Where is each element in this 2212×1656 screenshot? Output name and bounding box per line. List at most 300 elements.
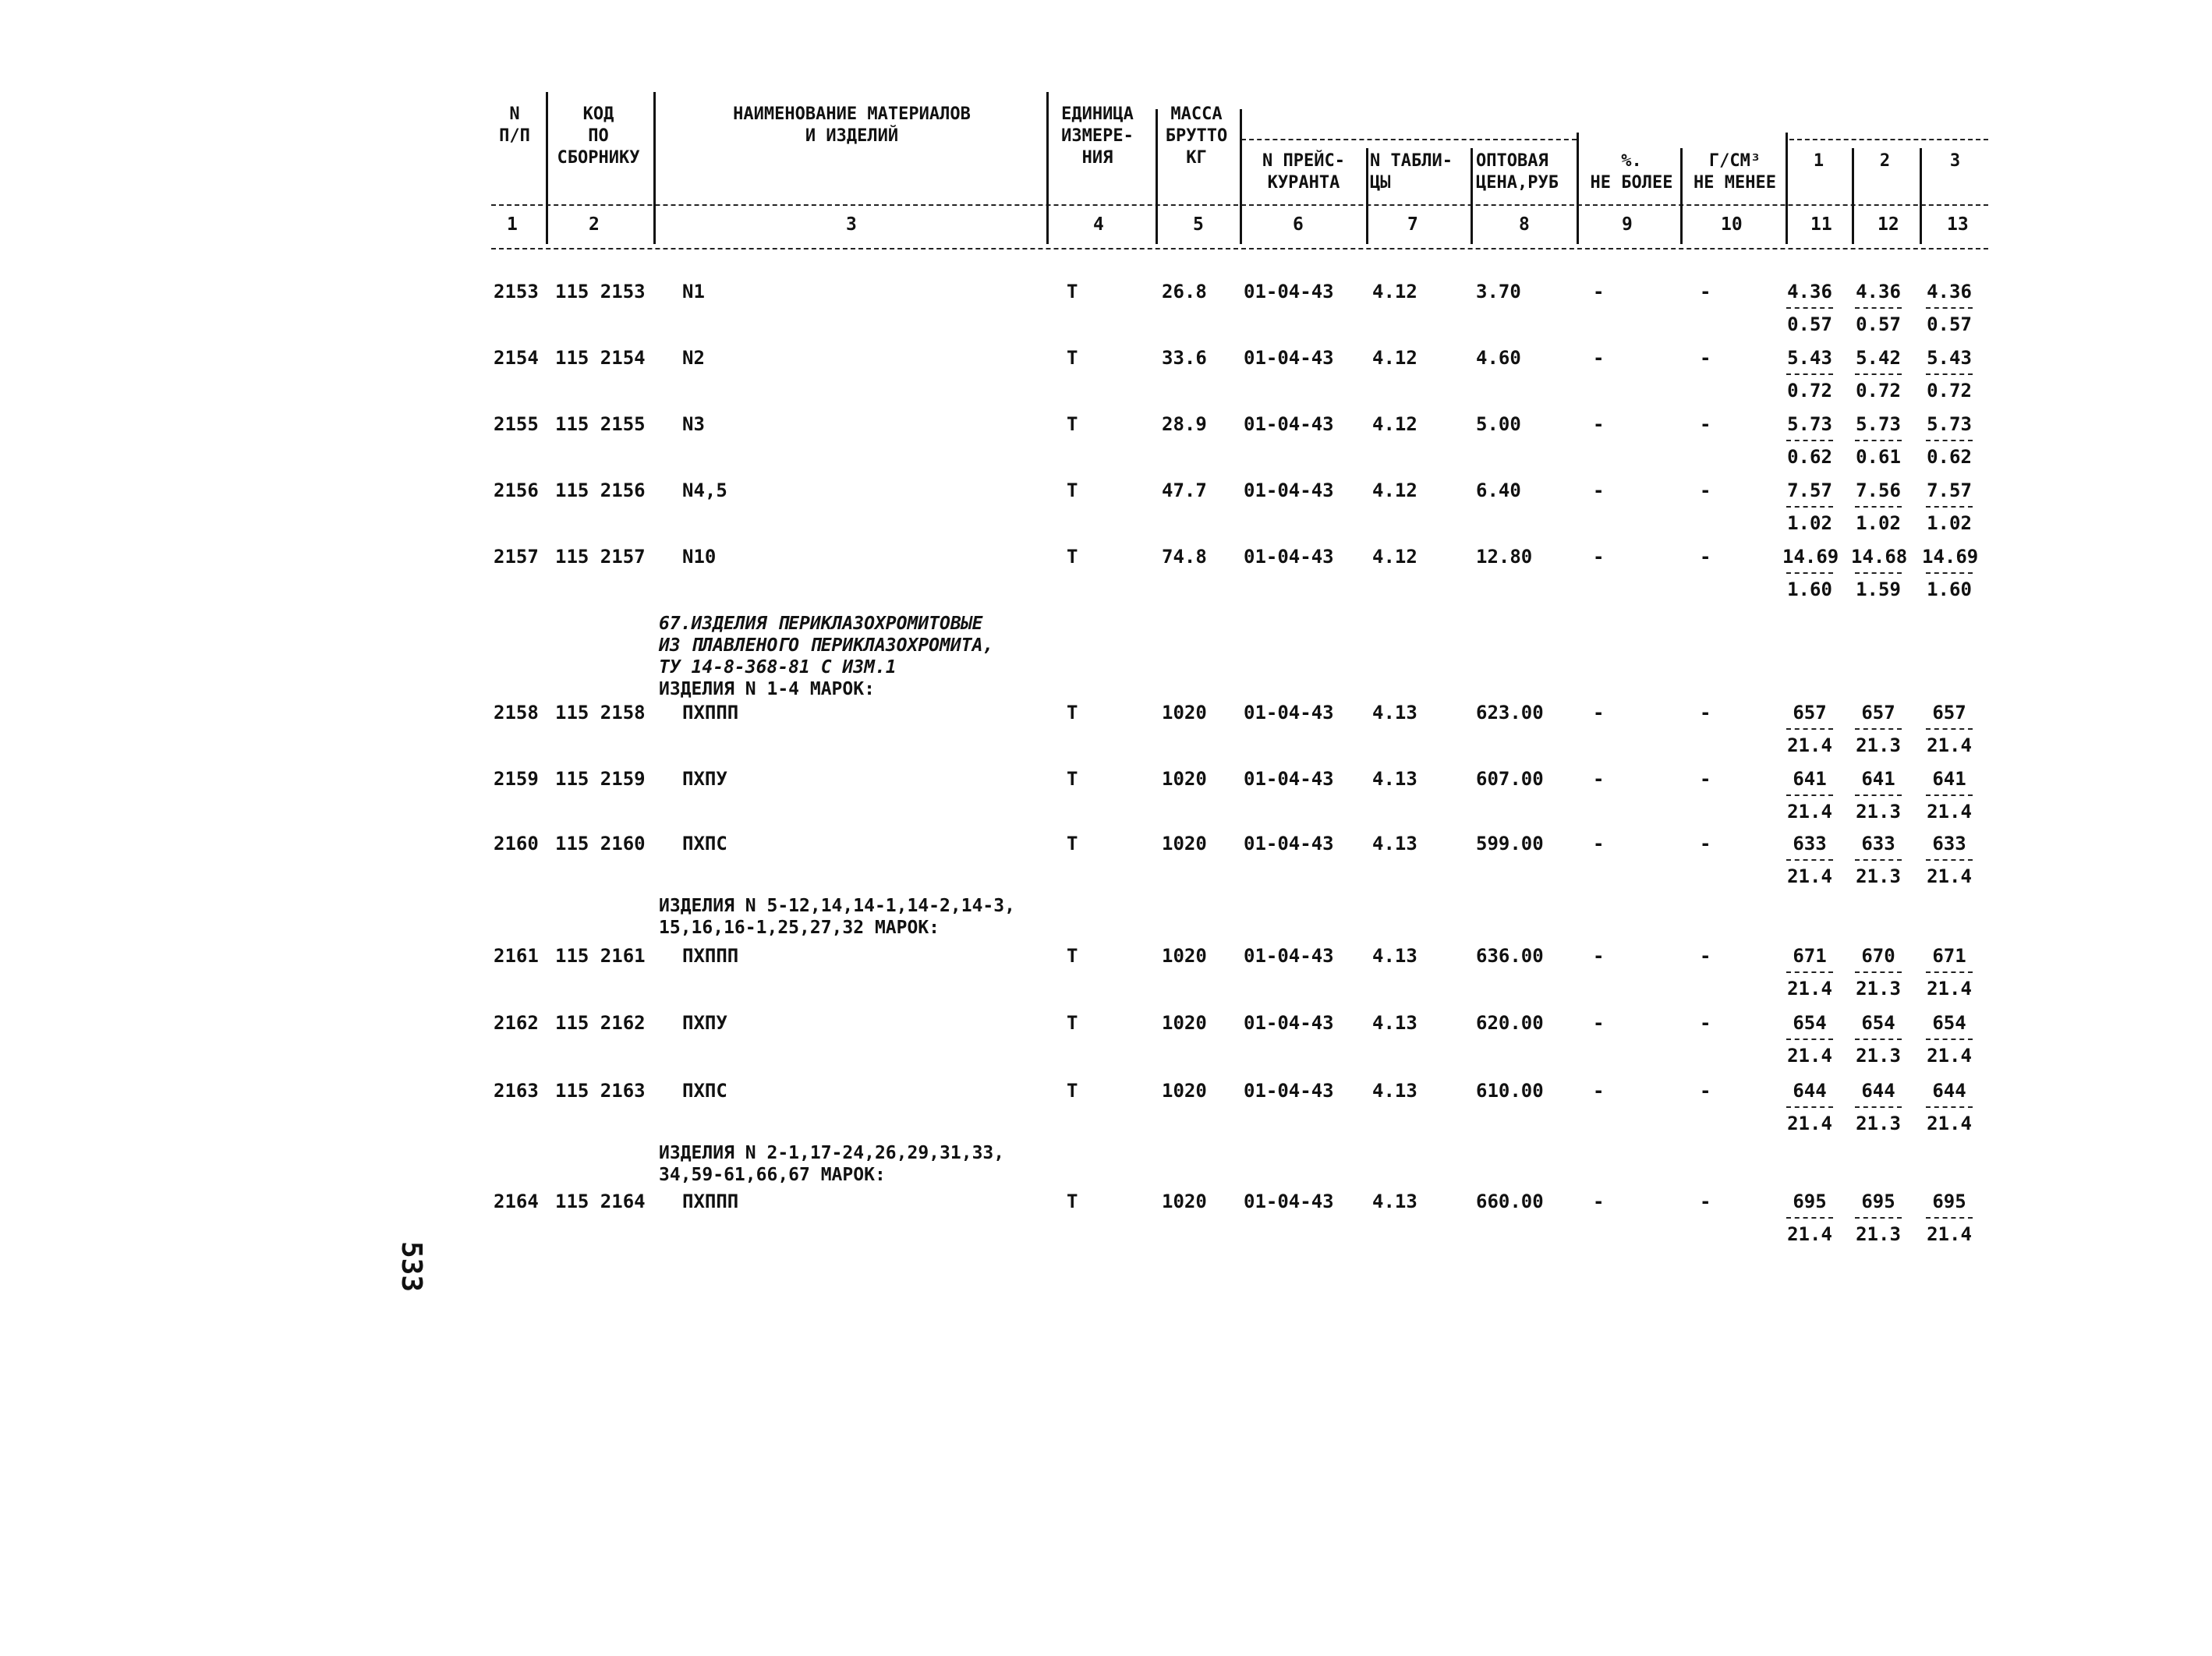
header-divider	[546, 92, 548, 244]
cell-name: N10	[682, 546, 717, 568]
fraction-bar	[1855, 794, 1902, 796]
fraction-value	[1922, 945, 1977, 1000]
fraction-bar	[1926, 1039, 1973, 1040]
header-col5: МАССА БРУТТО КГ	[1165, 104, 1228, 168]
header-rule-2	[491, 248, 1988, 249]
fraction-bar	[1786, 728, 1833, 730]
fraction-bar	[1786, 307, 1833, 309]
cell-c10: -	[1700, 1191, 1711, 1212]
cell-c10: -	[1700, 768, 1711, 790]
fraction-bar	[1786, 1039, 1833, 1040]
cell-unit: Т	[1067, 833, 1078, 855]
cell-c10: -	[1700, 1012, 1711, 1034]
cell-pk: 01-04-43	[1244, 702, 1334, 724]
fraction-value	[1851, 546, 1906, 600]
fraction-numerator: 633	[1932, 833, 1966, 855]
page-number: 533	[395, 1241, 427, 1293]
cell-pk: 01-04-43	[1244, 413, 1334, 435]
cell-pk: 01-04-43	[1244, 281, 1334, 303]
fraction-bar	[1926, 307, 1973, 309]
fraction-value	[1782, 1012, 1837, 1067]
fraction-denominator: 0.62	[1927, 446, 1972, 468]
fraction-value	[1782, 945, 1837, 1000]
cell-c10: -	[1700, 479, 1711, 501]
cell-price: 610.00	[1476, 1080, 1544, 1102]
fraction-value	[1782, 768, 1837, 823]
fraction-numerator: 633	[1861, 833, 1895, 855]
fraction-bar	[1855, 1039, 1902, 1040]
cell-mass: 1020	[1162, 702, 1207, 724]
cell-tab: 4.12	[1372, 479, 1417, 501]
cell-code: 115 2158	[555, 702, 646, 724]
fraction-denominator: 0.57	[1927, 313, 1972, 335]
cell-unit: Т	[1067, 546, 1078, 568]
cell-c10: -	[1700, 945, 1711, 967]
header-col13: 3	[1949, 151, 1961, 171]
cell-name: N4,5	[682, 479, 727, 501]
fraction-value	[1782, 546, 1837, 600]
header-divider	[1680, 148, 1683, 244]
fraction-bar	[1786, 440, 1833, 441]
header-divider	[1920, 148, 1922, 244]
fraction-value	[1922, 768, 1977, 823]
cell-c10: -	[1700, 546, 1711, 568]
fraction-denominator: 21.4	[1787, 865, 1832, 887]
cell-c9: -	[1593, 702, 1605, 724]
cell-c9: -	[1593, 945, 1605, 967]
cell-pk: 01-04-43	[1244, 945, 1334, 967]
header-divider	[1156, 109, 1158, 244]
fraction-denominator: 21.3	[1856, 865, 1901, 887]
fraction-bar	[1786, 506, 1833, 508]
fraction-value	[1851, 1191, 1906, 1245]
cell-code: 115 2155	[555, 413, 646, 435]
cell-pk: 01-04-43	[1244, 1080, 1334, 1102]
cell-name: ПХППП	[682, 702, 739, 724]
cell-name: ПХПУ	[682, 768, 727, 790]
fraction-value	[1922, 479, 1977, 534]
cell-c9: -	[1593, 833, 1605, 855]
column-number: 6	[1293, 214, 1304, 235]
fraction-value	[1922, 546, 1977, 600]
cell-code: 115 2156	[555, 479, 646, 501]
cell-code: 115 2161	[555, 945, 646, 967]
fraction-denominator: 1.60	[1787, 579, 1832, 600]
cell-unit: Т	[1067, 1012, 1078, 1034]
header-col3: НАИМЕНОВАНИЕ МАТЕРИАЛОВ И ИЗДЕЛИЙ	[733, 104, 971, 146]
fraction-bar	[1786, 572, 1833, 574]
fraction-denominator: 0.72	[1927, 380, 1972, 402]
fraction-denominator: 21.3	[1856, 1113, 1901, 1134]
fraction-bar	[1786, 794, 1833, 796]
header-col12: 2	[1879, 151, 1891, 171]
cell-c9: -	[1593, 1080, 1605, 1102]
cell-price: 12.80	[1476, 546, 1533, 568]
fraction-numerator: 670	[1861, 945, 1895, 967]
cell-tab: 4.13	[1372, 702, 1417, 724]
fraction-bar	[1855, 728, 1902, 730]
fraction-value	[1851, 768, 1906, 823]
fraction-bar	[1926, 1217, 1973, 1219]
fraction-numerator: 695	[1793, 1191, 1827, 1212]
fraction-denominator: 1.60	[1927, 579, 1972, 600]
fraction-denominator: 1.59	[1856, 579, 1901, 600]
fraction-denominator: 1.02	[1856, 512, 1901, 534]
header-divider	[1046, 92, 1049, 244]
header-col11: 1	[1813, 151, 1824, 171]
cell-pk: 01-04-43	[1244, 1012, 1334, 1034]
fraction-numerator: 641	[1861, 768, 1895, 790]
fraction-denominator: 0.57	[1787, 313, 1832, 335]
cell-c9: -	[1593, 413, 1605, 435]
cell-price: 4.60	[1476, 347, 1521, 369]
fraction-value	[1782, 833, 1837, 887]
fraction-denominator: 21.4	[1927, 1045, 1972, 1067]
cell-price: 599.00	[1476, 833, 1544, 855]
fraction-numerator: 657	[1932, 702, 1966, 724]
column-number: 9	[1622, 214, 1633, 235]
cell-tab: 4.12	[1372, 546, 1417, 568]
fraction-denominator: 21.3	[1856, 1045, 1901, 1067]
column-number: 11	[1810, 214, 1832, 235]
fraction-numerator: 7.56	[1856, 479, 1901, 501]
cell-mass: 1020	[1162, 1080, 1207, 1102]
cell-pk: 01-04-43	[1244, 833, 1334, 855]
cell-pk: 01-04-43	[1244, 768, 1334, 790]
fraction-numerator: 14.68	[1851, 546, 1908, 568]
header-divider	[1240, 109, 1242, 244]
fraction-bar	[1926, 794, 1973, 796]
fraction-denominator: 1.02	[1927, 512, 1972, 534]
fraction-numerator: 654	[1932, 1012, 1966, 1034]
fraction-value	[1782, 281, 1837, 335]
cell-n: 2157	[494, 546, 539, 568]
fraction-bar	[1855, 1106, 1902, 1108]
fraction-numerator: 5.73	[1856, 413, 1901, 435]
cell-n: 2160	[494, 833, 539, 855]
cell-mass: 1020	[1162, 1191, 1207, 1212]
fraction-numerator: 654	[1793, 1012, 1827, 1034]
cell-tab: 4.13	[1372, 1191, 1417, 1212]
cell-n: 2154	[494, 347, 539, 369]
cell-price: 3.70	[1476, 281, 1521, 303]
fraction-value	[1782, 347, 1837, 402]
cell-name: ПХПУ	[682, 1012, 727, 1034]
cell-unit: Т	[1067, 413, 1078, 435]
fraction-numerator: 695	[1932, 1191, 1966, 1212]
cell-name: ПХПС	[682, 833, 727, 855]
cell-n: 2159	[494, 768, 539, 790]
cell-price: 623.00	[1476, 702, 1544, 724]
header-col1: N П/П	[499, 104, 530, 146]
header-col10: Г/СМ³ НЕ МЕНЕЕ	[1694, 151, 1776, 193]
cell-mass: 1020	[1162, 1012, 1207, 1034]
cell-n: 2162	[494, 1012, 539, 1034]
cell-n: 2163	[494, 1080, 539, 1102]
cell-c9: -	[1593, 479, 1605, 501]
fraction-numerator: 5.43	[1927, 347, 1972, 369]
column-number: 10	[1721, 214, 1743, 235]
cell-tab: 4.12	[1372, 413, 1417, 435]
fraction-denominator: 21.4	[1787, 1223, 1832, 1245]
fraction-bar	[1786, 1106, 1833, 1108]
fraction-bar	[1855, 572, 1902, 574]
cell-c9: -	[1593, 281, 1605, 303]
cell-c9: -	[1593, 1012, 1605, 1034]
cell-pk: 01-04-43	[1244, 479, 1334, 501]
header-col9: %. НЕ БОЛЕЕ	[1590, 151, 1673, 193]
header-col8: ОПТОВАЯ ЦЕНА,РУБ	[1476, 151, 1559, 193]
fraction-bar	[1786, 1217, 1833, 1219]
cell-n: 2155	[494, 413, 539, 435]
fraction-numerator: 641	[1793, 768, 1827, 790]
cell-name: ПХПС	[682, 1080, 727, 1102]
fraction-numerator: 644	[1861, 1080, 1895, 1102]
header-col6: N ПРЕЙС- КУРАНТА	[1262, 151, 1345, 193]
fraction-numerator: 644	[1793, 1080, 1827, 1102]
cell-c9: -	[1593, 1191, 1605, 1212]
fraction-denominator: 21.4	[1927, 1223, 1972, 1245]
fraction-bar	[1855, 307, 1902, 309]
cell-n: 2158	[494, 702, 539, 724]
cell-name: N1	[682, 281, 705, 303]
fraction-value	[1782, 702, 1837, 756]
header-divider	[653, 92, 656, 244]
fraction-denominator: 0.61	[1856, 446, 1901, 468]
header-group-rule-right	[1789, 139, 1988, 140]
fraction-value	[1851, 479, 1906, 534]
cell-unit: Т	[1067, 1191, 1078, 1212]
fraction-denominator: 21.4	[1927, 734, 1972, 756]
cell-code: 115 2162	[555, 1012, 646, 1034]
fraction-denominator: 21.4	[1787, 801, 1832, 823]
header-divider	[1471, 148, 1473, 244]
fraction-numerator: 14.69	[1782, 546, 1839, 568]
cell-mass: 28.9	[1162, 413, 1207, 435]
column-number: 4	[1093, 214, 1104, 235]
fraction-value	[1782, 479, 1837, 534]
fraction-bar	[1786, 859, 1833, 861]
fraction-numerator: 654	[1861, 1012, 1895, 1034]
cell-price: 620.00	[1476, 1012, 1544, 1034]
column-number: 8	[1519, 214, 1530, 235]
fraction-denominator: 21.3	[1856, 978, 1901, 1000]
fraction-numerator: 4.36	[1787, 281, 1832, 303]
fraction-bar	[1926, 728, 1973, 730]
fraction-value	[1851, 1080, 1906, 1134]
fraction-bar	[1926, 971, 1973, 973]
cell-code: 115 2154	[555, 347, 646, 369]
fraction-value	[1851, 1012, 1906, 1067]
fraction-numerator: 644	[1932, 1080, 1966, 1102]
column-number: 7	[1407, 214, 1418, 235]
fraction-denominator: 21.4	[1927, 978, 1972, 1000]
fraction-value	[1851, 702, 1906, 756]
fraction-numerator: 657	[1861, 702, 1895, 724]
cell-unit: Т	[1067, 347, 1078, 369]
cell-c9: -	[1593, 347, 1605, 369]
fraction-numerator: 4.36	[1927, 281, 1972, 303]
header-col2: КОД ПО СБОРНИКУ	[557, 104, 640, 168]
fraction-denominator: 0.72	[1787, 380, 1832, 402]
fraction-value	[1922, 281, 1977, 335]
fraction-value	[1851, 347, 1906, 402]
cell-mass: 47.7	[1162, 479, 1207, 501]
cell-tab: 4.12	[1372, 281, 1417, 303]
fraction-denominator: 21.4	[1927, 1113, 1972, 1134]
fraction-denominator: 21.4	[1927, 801, 1972, 823]
fraction-numerator: 5.73	[1787, 413, 1832, 435]
fraction-denominator: 1.02	[1787, 512, 1832, 534]
fraction-bar	[1855, 440, 1902, 441]
fraction-value	[1922, 1191, 1977, 1245]
cell-code: 115 2160	[555, 833, 646, 855]
cell-c10: -	[1700, 281, 1711, 303]
fraction-bar	[1855, 971, 1902, 973]
header-divider	[1577, 133, 1579, 244]
cell-code: 115 2153	[555, 281, 646, 303]
cell-c10: -	[1700, 702, 1711, 724]
cell-mass: 1020	[1162, 945, 1207, 967]
fraction-denominator: 21.3	[1856, 801, 1901, 823]
fraction-numerator: 657	[1793, 702, 1827, 724]
section-67-heading: 67.ИЗДЕЛИЯ ПЕРИКЛАЗОХРОМИТОВЫЕ ИЗ ПЛАВЛЕНОГО ПЕРИКЛАЗОХРОМИТА, ТУ 14-8-368-81 С ИЗМ.1	[659, 614, 994, 678]
fraction-denominator: 21.4	[1787, 1113, 1832, 1134]
cell-code: 115 2163	[555, 1080, 646, 1102]
fraction-bar	[1855, 506, 1902, 508]
fraction-numerator: 633	[1793, 833, 1827, 855]
fraction-bar	[1926, 440, 1973, 441]
cell-price: 6.40	[1476, 479, 1521, 501]
column-number: 1	[507, 214, 518, 235]
fraction-denominator: 0.62	[1787, 446, 1832, 468]
cell-c9: -	[1593, 546, 1605, 568]
cell-price: 5.00	[1476, 413, 1521, 435]
cell-name: N2	[682, 347, 705, 369]
cell-mass: 33.6	[1162, 347, 1207, 369]
cell-n: 2156	[494, 479, 539, 501]
subsection-heading: ИЗДЕЛИЯ N 1-4 МАРОК:	[659, 679, 875, 699]
header-col4: ЕДИНИЦА ИЗМЕРЕ- НИЯ	[1061, 104, 1134, 168]
header-col7: N ТАБЛИ- ЦЫ	[1370, 151, 1453, 193]
fraction-numerator: 5.42	[1856, 347, 1901, 369]
cell-mass: 1020	[1162, 833, 1207, 855]
fraction-numerator: 5.73	[1927, 413, 1972, 435]
cell-c10: -	[1700, 347, 1711, 369]
fraction-bar	[1786, 971, 1833, 973]
cell-mass: 74.8	[1162, 546, 1207, 568]
fraction-value	[1851, 833, 1906, 887]
fraction-numerator: 7.57	[1787, 479, 1832, 501]
column-number: 3	[846, 214, 857, 235]
header-divider	[1366, 148, 1368, 244]
cell-c10: -	[1700, 1080, 1711, 1102]
fraction-value	[1782, 1191, 1837, 1245]
fraction-denominator: 21.4	[1787, 978, 1832, 1000]
fraction-value	[1922, 833, 1977, 887]
fraction-denominator: 21.3	[1856, 1223, 1901, 1245]
fraction-value	[1922, 347, 1977, 402]
cell-c9: -	[1593, 768, 1605, 790]
fraction-bar	[1926, 572, 1973, 574]
fraction-denominator: 21.4	[1927, 865, 1972, 887]
header-divider	[1852, 148, 1854, 244]
cell-tab: 4.12	[1372, 347, 1417, 369]
fraction-denominator: 21.4	[1787, 734, 1832, 756]
fraction-numerator: 4.36	[1856, 281, 1901, 303]
cell-price: 607.00	[1476, 768, 1544, 790]
fraction-value	[1851, 281, 1906, 335]
fraction-bar	[1926, 859, 1973, 861]
cell-tab: 4.13	[1372, 1080, 1417, 1102]
header-group-rule	[1241, 139, 1577, 140]
cell-name: ПХППП	[682, 1191, 739, 1212]
column-number: 5	[1193, 214, 1204, 235]
cell-unit: Т	[1067, 702, 1078, 724]
cell-name: N3	[682, 413, 705, 435]
fraction-numerator: 671	[1793, 945, 1827, 967]
fraction-value	[1922, 1080, 1977, 1134]
column-number: 2	[589, 214, 600, 235]
cell-price: 636.00	[1476, 945, 1544, 967]
cell-c10: -	[1700, 833, 1711, 855]
cell-unit: Т	[1067, 945, 1078, 967]
fraction-numerator: 7.57	[1927, 479, 1972, 501]
column-number: 12	[1878, 214, 1899, 235]
fraction-value	[1851, 413, 1906, 468]
cell-pk: 01-04-43	[1244, 1191, 1334, 1212]
fraction-denominator: 21.4	[1787, 1045, 1832, 1067]
fraction-bar	[1855, 373, 1902, 375]
fraction-numerator: 671	[1932, 945, 1966, 967]
cell-mass: 26.8	[1162, 281, 1207, 303]
fraction-value	[1782, 1080, 1837, 1134]
fraction-bar	[1786, 373, 1833, 375]
cell-code: 115 2157	[555, 546, 646, 568]
cell-n: 2161	[494, 945, 539, 967]
cell-code: 115 2164	[555, 1191, 646, 1212]
cell-mass: 1020	[1162, 768, 1207, 790]
fraction-bar	[1926, 506, 1973, 508]
fraction-denominator: 21.3	[1856, 734, 1901, 756]
fraction-numerator: 695	[1861, 1191, 1895, 1212]
fraction-numerator: 5.43	[1787, 347, 1832, 369]
cell-code: 115 2159	[555, 768, 646, 790]
fraction-value	[1782, 413, 1837, 468]
cell-n: 2164	[494, 1191, 539, 1212]
fraction-value	[1922, 413, 1977, 468]
fraction-denominator: 0.72	[1856, 380, 1901, 402]
cell-pk: 01-04-43	[1244, 546, 1334, 568]
fraction-bar	[1855, 1217, 1902, 1219]
cell-unit: Т	[1067, 1080, 1078, 1102]
cell-unit: Т	[1067, 479, 1078, 501]
fraction-bar	[1926, 373, 1973, 375]
fraction-bar	[1855, 859, 1902, 861]
subsection-heading: ИЗДЕЛИЯ N 5-12,14,14-1,14-2,14-3, 15,16,16-1,25,27,32 МАРОК:	[659, 896, 1015, 938]
cell-tab: 4.13	[1372, 1012, 1417, 1034]
cell-price: 660.00	[1476, 1191, 1544, 1212]
cell-tab: 4.13	[1372, 833, 1417, 855]
fraction-value	[1851, 945, 1906, 1000]
fraction-bar	[1926, 1106, 1973, 1108]
fraction-denominator: 0.57	[1856, 313, 1901, 335]
cell-n: 2153	[494, 281, 539, 303]
cell-pk: 01-04-43	[1244, 347, 1334, 369]
cell-unit: Т	[1067, 281, 1078, 303]
cell-tab: 4.13	[1372, 945, 1417, 967]
fraction-value	[1922, 702, 1977, 756]
